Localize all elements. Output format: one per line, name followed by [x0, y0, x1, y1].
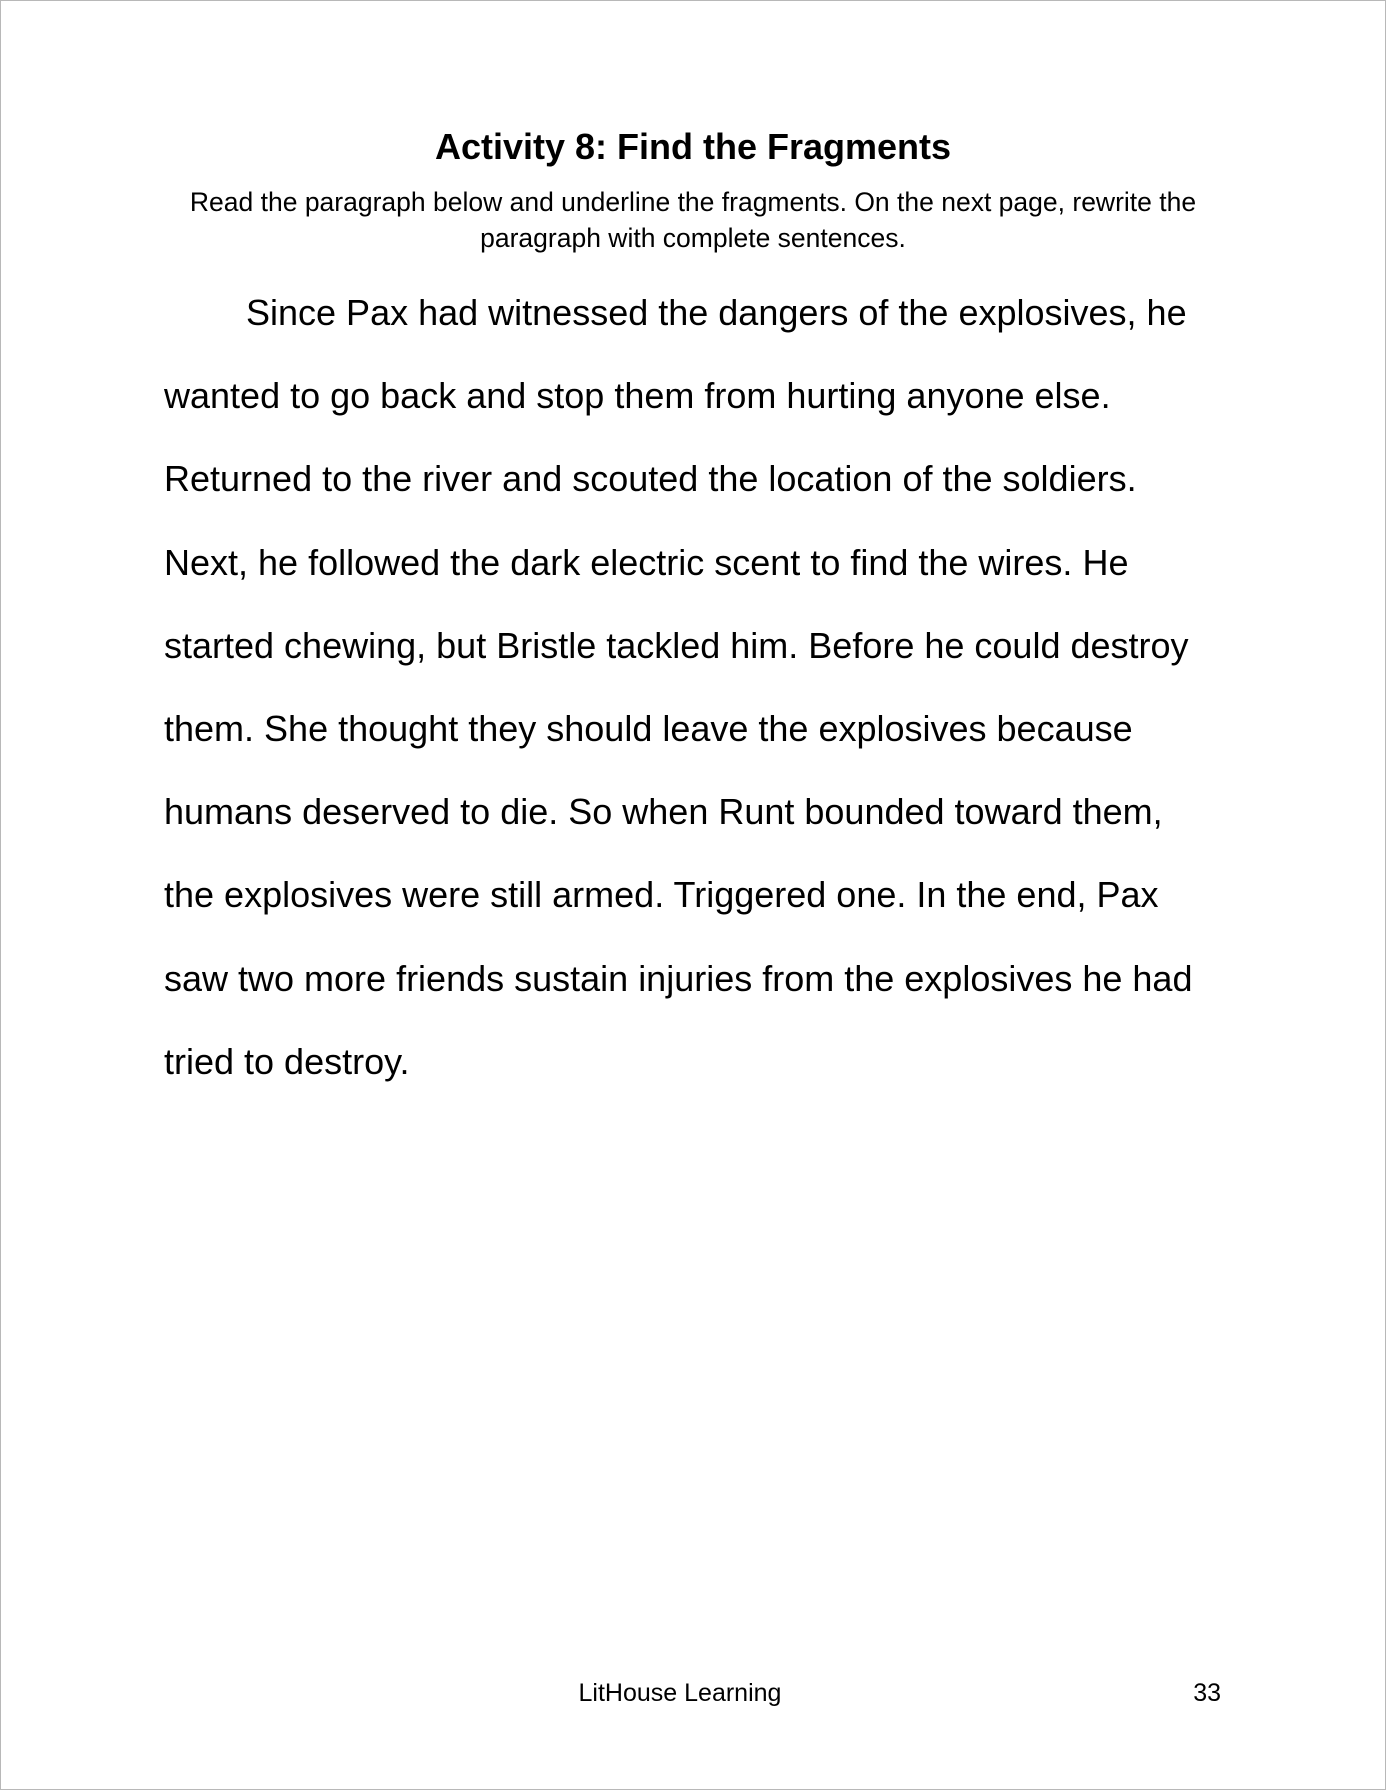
- passage-line: saw two more friends sustain injuries from the explosives he had: [164, 957, 1193, 999]
- passage-line: the explosives were still armed. Triggered one. In the end, Pax: [164, 874, 1159, 916]
- passage-line: wanted to go back and stop them from hurting anyone else.: [164, 375, 1111, 417]
- page-title: Activity 8: Find the Fragments: [434, 126, 952, 167]
- passage-paragraph: [164, 271, 1224, 1103]
- passage-line: Next, he followed the dark electric scent to find the wires. He: [164, 541, 1129, 583]
- instructions-line: paragraph with complete sentences.: [480, 223, 906, 253]
- passage-line: them. She thought they should leave the explosives because: [164, 707, 1133, 749]
- instructions: [151, 184, 1235, 256]
- page-number: 33: [1193, 1679, 1221, 1707]
- passage-line: Since Pax had witnessed the dangers of the explosives, he: [246, 292, 1187, 333]
- footer-publisher: LitHouse Learning: [578, 1679, 782, 1707]
- passage-line: humans deserved to die. So when Runt bounded toward them,: [164, 791, 1163, 833]
- passage-line: started chewing, but Bristle tackled him. Before he could destroy: [164, 624, 1189, 666]
- passage-line: Returned to the river and scouted the location of the soldiers.: [164, 458, 1137, 500]
- instructions-line: Read the paragraph below and underline the fragments. On the next page, rewrite the: [189, 187, 1197, 217]
- passage-line: tried to destroy.: [164, 1040, 410, 1082]
